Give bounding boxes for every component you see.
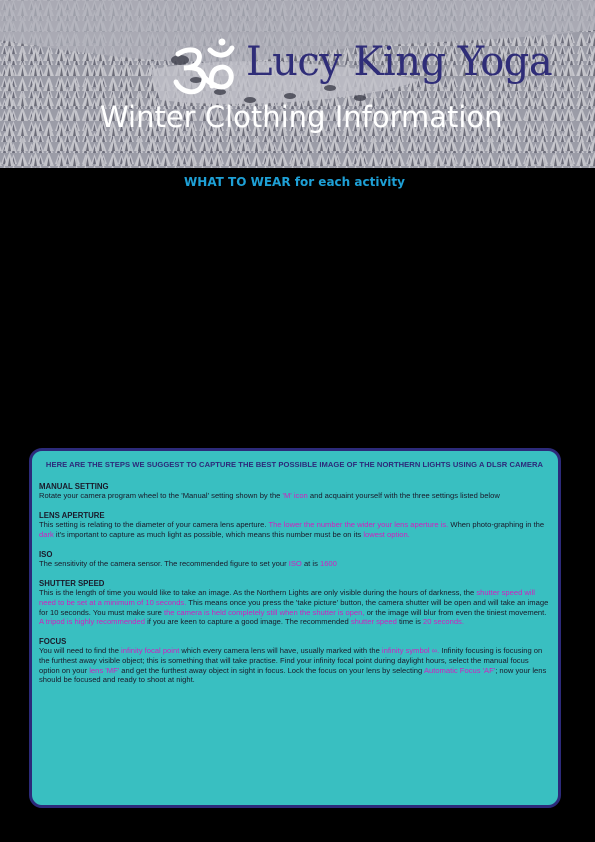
- section-text: [39, 646, 550, 684]
- text-run: Infinity focusing is focusing on the furthest away visible object; this is something that will take practise. Find your infinity focal point during daylight hours, select the manual focus option on your: [39, 646, 543, 675]
- highlight-text: dark: [39, 529, 54, 539]
- section-text: [39, 491, 550, 501]
- highlight-text: infinity focal point: [121, 646, 180, 656]
- text-run: if you are keen to capture a good image. The recommended: [144, 617, 351, 627]
- iso-section: [39, 550, 550, 569]
- camera-tips-panel: [29, 448, 561, 808]
- text-run: This is the length of time you would like to take an image. As the Northern Lights are only visible during the hours of darkness, the: [39, 588, 477, 598]
- section-heading: LENS APERTURE: [39, 510, 105, 520]
- section-heading: SHUTTER SPEED: [39, 578, 105, 588]
- text-run: The sensitivity of the camera sensor. The recommended figure to set your: [39, 559, 289, 569]
- page-title: Winter Clothing Information: [100, 100, 503, 134]
- lens-aperture-section: [39, 511, 550, 540]
- highlight-text: Automatic Focus 'AF': [423, 665, 496, 675]
- brand-wordmark: Lucy King Yoga: [246, 39, 553, 85]
- text-run: Rotate your camera program wheel to the 'Manual' setting shown by the: [39, 491, 283, 501]
- highlight-text: 1600: [319, 559, 337, 569]
- highlight-text: ISO: [288, 559, 302, 569]
- section-heading: ISO: [39, 549, 53, 559]
- text-run: at is: [301, 559, 320, 569]
- highlight-text: A tripod is highly recommended: [39, 617, 145, 627]
- highlight-text: 'M' icon: [282, 491, 308, 501]
- section-text: [39, 588, 550, 626]
- text-run: it's important to capture as much light as possible, which means this number must be on its: [53, 529, 364, 539]
- panel-intro: HERE ARE THE STEPS WE SUGGEST TO CAPTURE THE BEST POSSIBLE IMAGE OF THE NORTHERN LIGHTS USING A DLSR CAMERA: [45, 460, 544, 469]
- section-subheading: WHAT TO WEAR for each activity: [184, 175, 405, 189]
- highlight-text: The lower the number the wider your lens aperture is.: [268, 520, 449, 530]
- section-text: [39, 559, 550, 569]
- om-logo-icon: [170, 36, 240, 100]
- text-run: This setting is relating to the diameter of your camera lens aperture.: [39, 520, 269, 530]
- text-run: and acquaint yourself with the three settings listed below: [307, 491, 500, 501]
- text-run: and get the furthest away object in sight in focus. Lock the focus on your lens by selecting: [119, 665, 424, 675]
- text-run: When photo-graphing in the: [448, 520, 545, 530]
- text-run: This means once you press the 'take picture' button, the camera shutter will be open and will take an image for 10 seconds. You must make sure: [39, 597, 549, 617]
- section-heading: FOCUS: [39, 636, 67, 646]
- section-heading: MANUAL SETTING: [39, 481, 109, 491]
- highlight-text: lens 'MF': [89, 665, 120, 675]
- highlight-text: lowest option.: [363, 529, 410, 539]
- highlight-text: shutter speed will need to be set at a minimum of 10 seconds.: [39, 588, 535, 607]
- highlight-text: 20 seconds.: [423, 617, 464, 627]
- section-text: [39, 520, 550, 539]
- text-run: ; now your lens should be focused and ready to shoot at night.: [39, 665, 547, 685]
- hero-banner: [0, 0, 595, 168]
- highlight-text: shutter speed: [350, 617, 397, 627]
- text-run: which every camera lens will have, usually marked with the: [179, 646, 382, 656]
- shutter-speed-section: [39, 579, 550, 627]
- focus-section: [39, 637, 550, 685]
- text-run: or the image will blur from even the tiniest movement.: [364, 607, 547, 617]
- manual-setting-section: [39, 482, 550, 501]
- highlight-text: infinity symbol ∞.: [381, 646, 440, 656]
- highlight-text: the camera is held completely still when the shutter is open,: [163, 607, 365, 617]
- text-run: time is: [396, 617, 423, 627]
- text-run: You will need to find the: [39, 646, 122, 656]
